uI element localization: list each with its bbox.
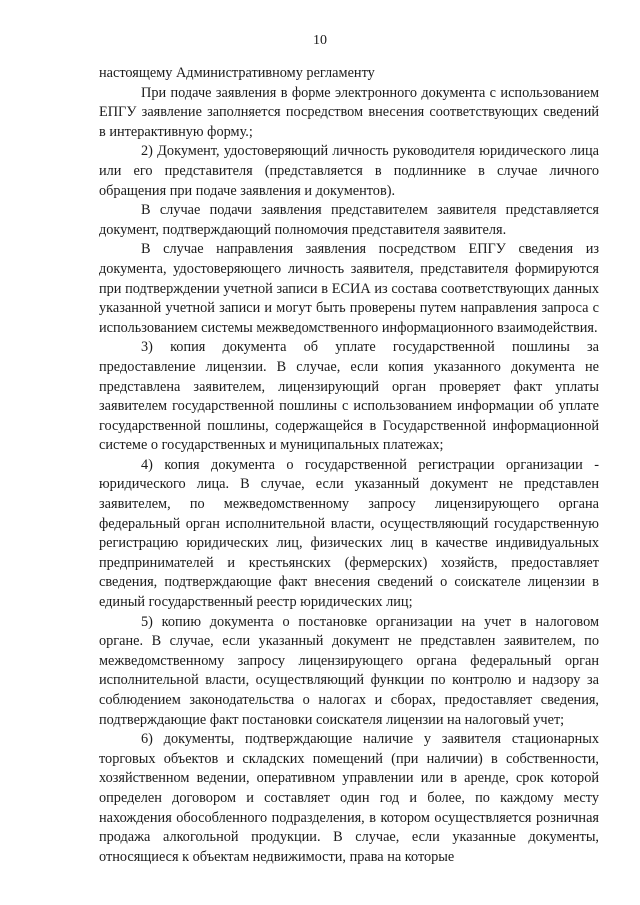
paragraph: 2) Документ, удостоверяющий личность руководителя юридического лица или его представителя (представляется в подлиннике в случае личного обращения при подаче заявления и документов). (99, 143, 599, 199)
paragraph: В случае направления заявления посредством ЕПГУ сведения из документа, удостоверяющего личность заявителя, представителя формируются при подтверждении учетной записи в ЕСИА из состава соответствующих данных указанной учетной записи и могут быть проверены путем направления запроса с использованием системы межведомственного информационного взаимодействия. (99, 241, 599, 336)
paragraph: 6) документы, подтверждающие наличие у заявителя стационарных торговых объектов и складских помещений (при наличии) в собственности, хозяйственном ведении, оперативном управлении или в аренде, срок которой определен договором и составляет один год и более, по каждому месту нахождения обособленного подразделения, в котором осуществляется розничная продажа алкогольной продукции. В случае, если указанные документы, относящиеся к объектам недвижимости, права на которые (99, 731, 599, 865)
paragraph: 4) копия документа о государственной регистрации организации - юридического лица. В случае, если указанный документ не представлен заявителем, по межведомственному запросу лицензирующего органа федеральный орган исполнительной власти, осуществляющий государственную регистрацию юридических лиц, физических лиц в качестве индивидуальных предпринимателей и крестьянских (фермерских) хозяйств, предоставляет сведения, подтверждающие факт внесения сведений о соискателе лицензии в единый государственный реестр юридических лиц; (99, 456, 599, 611)
page-number: 10 (313, 33, 327, 48)
paragraph: При подаче заявления в форме электронного документа с использованием ЕПГУ заявление заполняется посредством внесения соответствующих сведений в интерактивную форму.; (99, 84, 599, 140)
document-body (99, 64, 599, 867)
paragraph: В случае подачи заявления представителем заявителя представляется документ, подтверждающий полномочия представителя заявителя. (99, 202, 599, 238)
paragraph: 5) копию документа о постановке организации на учет в налоговом органе. В случае, если указанный документ не представлен заявителем, по межведомственному запросу лицензирующего органа федеральный орган исполнительной власти, осуществляющий функции по контролю и надзору за соблюдением законодательства о налогах и сборах, предоставляет сведения, подтверждающие факт постановки соискателя лицензии на налоговый учет; (99, 613, 599, 728)
paragraph: настоящему Административному регламенту (99, 65, 375, 81)
paragraph: 3) копия документа об уплате государственной пошлины за предоставление лицензии. В случае, если копия указанного документа не представлена заявителем, лицензирующий орган проверяет факт уплаты заявителем государственной пошлины с использованием информации об уплате государственной пошлины, содержащейся в Государственной информационной системе о государственных и муниципальных платежах; (99, 339, 599, 454)
